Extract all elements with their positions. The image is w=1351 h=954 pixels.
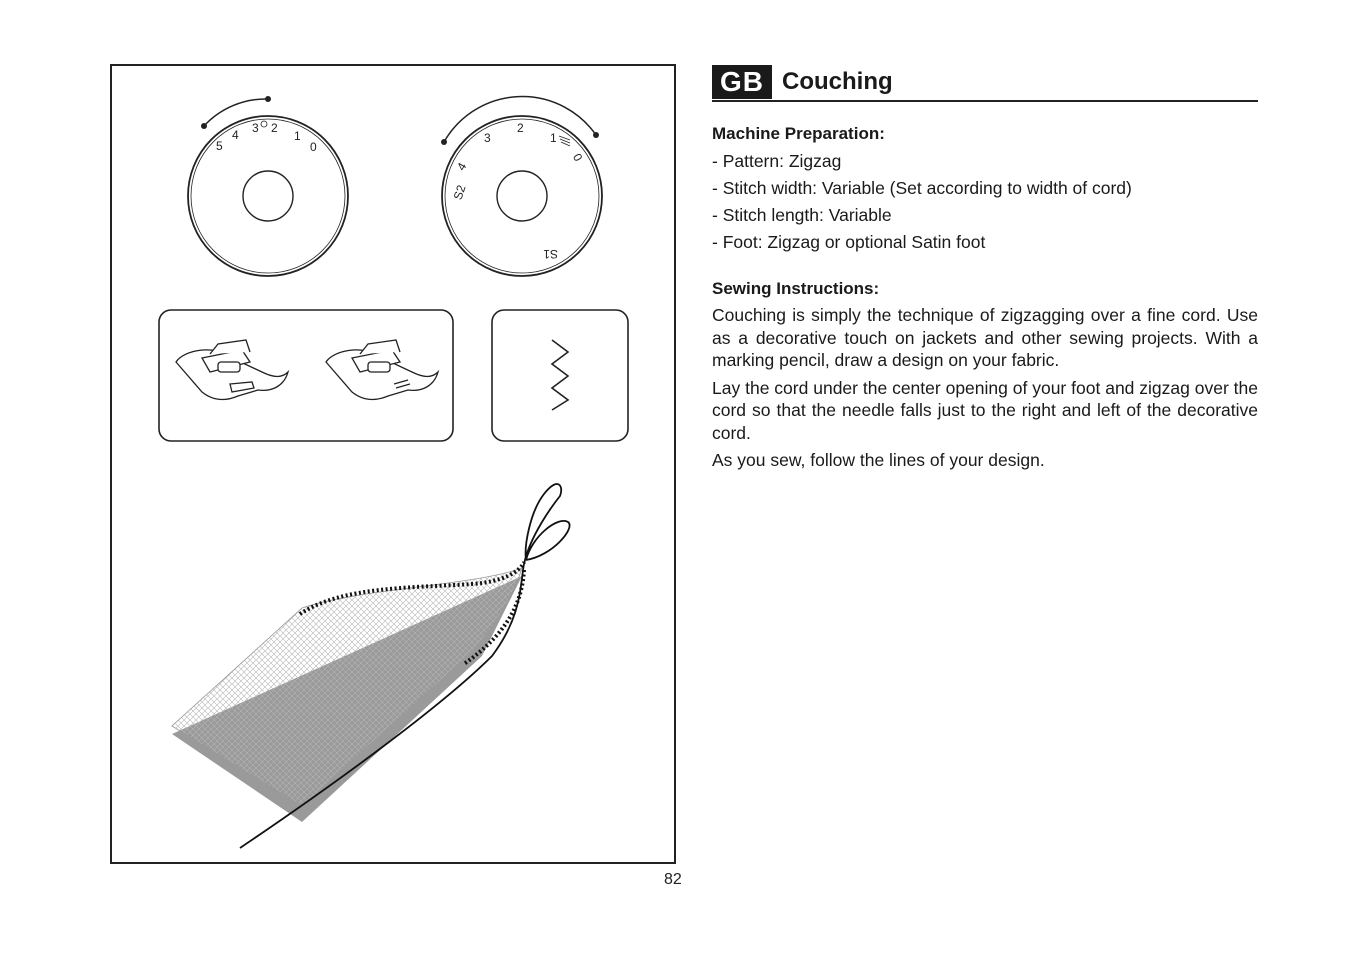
length-label-0: 0 [569, 151, 586, 164]
length-label-s1: S1 [543, 247, 558, 261]
width-label-1: 1 [294, 129, 301, 143]
presser-feet-panel [159, 310, 453, 441]
instruction-paragraph: As you sew, follow the lines of your design. [712, 450, 1045, 470]
length-label-s2: S2 [450, 183, 469, 202]
sewing-instructions-heading: Sewing Instructions: [712, 279, 880, 298]
page-number: 82 [664, 871, 682, 888]
list-item: - Stitch width: Variable (Set according to width of cord) [712, 178, 1132, 198]
dial-center [243, 171, 293, 221]
content-column [712, 64, 1258, 477]
length-label-2: 2 [517, 121, 524, 135]
list-item: - Pattern: Zigzag [712, 151, 842, 171]
width-label-0: 0 [310, 140, 317, 154]
illustration-frame [110, 64, 676, 864]
width-label-4: 4 [232, 128, 239, 142]
list-item: - Stitch length: Variable [712, 205, 892, 225]
width-label-2: 2 [271, 121, 278, 135]
stitch-length-dial [441, 97, 602, 276]
page-title: Couching [782, 68, 893, 95]
language-badge: GB [712, 65, 772, 99]
machine-preparation-list [712, 148, 1258, 256]
dial-center [497, 171, 547, 221]
fabric-illustration [172, 484, 570, 848]
width-label-5: 5 [216, 139, 223, 153]
instruction-paragraph: Couching is simply the technique of zigzagging over a fine cord. Use as a decorative touch on jackets and other sewing projects. With a marking pencil, draw a design on your fabric. [712, 305, 1258, 370]
width-label-3: 3 [252, 121, 259, 135]
list-item: - Foot: Zigzag or optional Satin foot [712, 232, 986, 252]
length-label-1: 1 [550, 131, 557, 145]
machine-preparation-heading: Machine Preparation: [712, 124, 885, 143]
length-label-4: 4 [453, 160, 470, 173]
couching-illustration [112, 66, 674, 862]
instruction-paragraph: Lay the cord under the center opening of your foot and zigzag over the cord so that the needle falls just to the right and left of the decorative cord. [712, 377, 1258, 443]
zigzag-pattern-panel [492, 310, 628, 441]
stitch-width-dial [188, 96, 348, 276]
length-label-3: 3 [484, 131, 491, 145]
section-heading [712, 64, 1258, 102]
